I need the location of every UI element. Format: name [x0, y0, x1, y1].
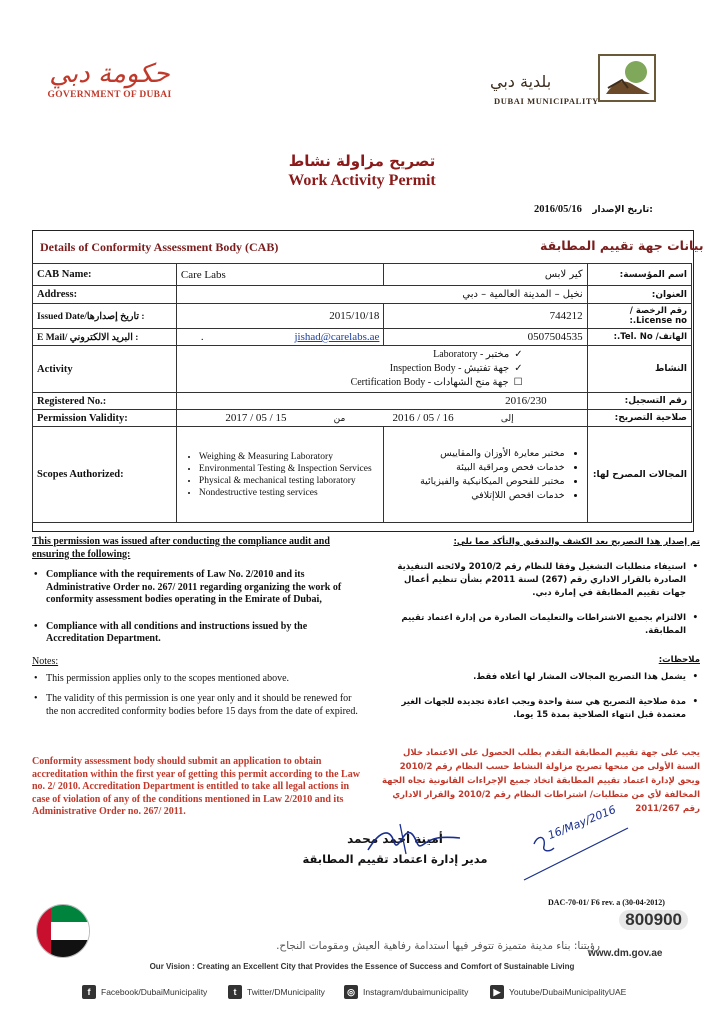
registered-no-value: 2016/230: [176, 393, 587, 410]
social-instagram[interactable]: [344, 985, 468, 999]
list-item: • Environmental Testing & Inspection Services: [199, 463, 380, 475]
address-label-ar: العنوان:: [587, 286, 691, 304]
handwritten-date: 16/May/2016: [546, 802, 618, 843]
accreditation-warning-ar: يجب على جهة تقييم المطابقة التقدم بطلب الحصول على الاعتماد خلال السنة الأولى من منحها تصريح مزاولة النشاط حسب النظام رقم 2010/2 ويحق لإدارة اعتماد تقييم المطابقة اتخاذ جميع الإجراءات القانونية تجاه الجهة المخالفة لأي من متطلبات/ اشتراطات النظام رقم 2010/2 والقرار الاداري رقم 2011/267: [382, 748, 700, 814]
social-youtube[interactable]: [490, 985, 626, 999]
social-twitter-text: Twitter/DMunicipality: [247, 987, 325, 997]
gov-logo-english: GOVERNMENT OF DUBAI: [47, 90, 172, 100]
youtube-icon: ▶: [490, 985, 504, 999]
handwritten-signature: [360, 820, 470, 860]
cab-name-label: CAB Name:: [33, 264, 177, 286]
checkmark-icon: ✓: [514, 349, 523, 360]
vision-english: Our Vision : Creating an Excellent City that Provides the Essence of Success and Comfort of Sustainable Living: [149, 962, 575, 971]
page-title: Work Activity Permit: [288, 172, 436, 189]
social-instagram-text: Instagram/dubaimunicipality: [363, 987, 469, 997]
validity-to: 2017 / 05 / 15: [225, 412, 287, 424]
activity-inspection-body: Inspection Body - جهة تفتيش: [389, 363, 510, 374]
checkmark-icon: ✓: [514, 363, 523, 374]
validity-min: من: [333, 414, 346, 424]
accreditation-warning-en: Conformity assessment body should submit an application to obtain accreditation within the first year of getting this permit according to the Law no. 2/ 2010. Accreditation Department is entitled to take all legal actions in case of violation of any of the conditions mentioned in Law 2/2010 and its Administrative Order no. 267/ 2011.: [32, 756, 360, 817]
activity-item: [181, 348, 583, 362]
form-code: DAC-70-01/ F6 rev. a (30-04-2012): [548, 898, 665, 907]
scopes-arabic: [384, 427, 587, 523]
cab-details-table: [32, 263, 692, 523]
issued-date-label: Issued Date/تاريخ إصدارها :: [33, 304, 177, 329]
cab-header-arabic: بيانات جهة تقييم المطابقة: [540, 238, 704, 253]
scope-list-ar: [388, 447, 582, 503]
vision-arabic: رؤيتنا: بناء مدينة متميزة تتوفر فيها استدامة رفاهية العيش ومقومات النجاح.: [276, 940, 600, 952]
notes-section-ar: [380, 654, 700, 722]
notes-section-en: [32, 656, 362, 718]
social-youtube-text: Youtube/DubaiMunicipalityUAE: [509, 987, 627, 997]
list-item: • الالتزام بجميع الاشتراطات والتعليمات الصادرة من إدارة اعتماد تقييم المطابقة.: [380, 612, 700, 638]
activity-label: Activity: [33, 346, 177, 393]
email-link[interactable]: jishad@carelabs.ae: [294, 331, 380, 343]
registered-no-label: Registered No.:: [33, 393, 177, 410]
list-item: • The validity of this permission is one year only and it should be renewed for the non accredited conformity bodies before 15 days from the date of expired.: [32, 693, 362, 718]
address-label: Address:: [33, 286, 177, 304]
validity-from: 2016 / 05 / 16: [392, 412, 454, 424]
email-cell: [176, 329, 384, 346]
activity-label-ar: النشاط: [587, 346, 691, 393]
email-dot: .: [200, 331, 204, 343]
hotline-number: 800900: [619, 910, 688, 930]
validity-label-ar: صلاحية التصريح:: [587, 410, 691, 427]
license-number-value: 744212: [384, 304, 587, 329]
scopes-label-ar: المجالات المصرح لها:: [587, 427, 691, 523]
checkbox-empty-icon: ☐: [513, 377, 523, 388]
list-item: • Physical & mechanical testing laboratory: [199, 475, 380, 487]
issue-date-value: 2016/05/16: [534, 204, 582, 215]
cab-header-english: Details of Conformity Assessment Body (CAB): [40, 240, 279, 254]
signatory-title: مدير إدارة اعتماد تقييم المطابقة: [302, 852, 488, 866]
table-row: [33, 393, 692, 410]
cab-name-ar: كير لابس: [384, 264, 587, 286]
tel-number-value: 0507504535: [384, 329, 587, 346]
tel-number-label: الهاتف/ Tel. No.:: [587, 329, 691, 346]
notes-title-en: Notes:: [32, 656, 59, 667]
compliance-section-ar: [380, 536, 700, 638]
list-item: • This permission applies only to the scopes mentioned above.: [32, 673, 362, 686]
compliance-section-en: [32, 536, 362, 646]
hotline-badge: [578, 910, 688, 930]
gov-logo-arabic: حكومة دبي: [49, 59, 170, 89]
list-item: • خدمات افحص اللاإتلافي: [388, 489, 564, 503]
address-value: نخيل – المدينة العالمية – دبي: [176, 286, 587, 304]
validity-ila: إلى: [500, 414, 514, 424]
activity-certification-body: Certification Body - جهة منح الشهادات: [350, 377, 509, 388]
list-item: • خدمات فحص ومراقبة البيئة: [388, 461, 564, 475]
list-item: • Compliance with all conditions and instructions issued by the Accreditation Department.: [32, 621, 362, 646]
dm-logo-arabic: بلدية دبي: [490, 72, 552, 91]
twitter-icon: t: [228, 985, 242, 999]
table-row: [33, 410, 692, 427]
list-item: • Compliance with the requirements of Law No. 2/2010 and its Administrative Order no. 267/ 2011 regarding organizing the work of conformity assessment bodies operating in the Emirate of Dubai,: [32, 569, 362, 607]
email-label: E Mail/ البريد الالكتروني :: [33, 329, 177, 346]
license-number-label: رقم الرخصة / License no.:: [587, 304, 691, 329]
table-row: [33, 304, 692, 329]
website-link[interactable]: www.dm.gov.ae: [588, 948, 663, 959]
government-of-dubai-logo: [42, 58, 177, 100]
social-facebook-text: Facebook/DubaiMunicipality: [101, 987, 208, 997]
activity-laboratory: Laboratory - مختبر: [433, 349, 510, 360]
list-item: • مختبر للفحوص الميكانيكية والفيزيائية: [388, 475, 564, 489]
dm-logo-english: DUBAI MUNICIPALITY: [494, 96, 599, 106]
compliance-intro-ar: تم إصدار هذا التصريح بعد الكشف والتدقيق والتأكد مما يلي:: [453, 537, 700, 547]
issue-date-label: تاريخ الإصدار:: [592, 205, 653, 215]
scopes-english: [176, 427, 384, 523]
activity-item: [181, 362, 583, 376]
scopes-label: Scopes Authorized:: [33, 427, 177, 523]
table-row: [33, 264, 692, 286]
table-row: [33, 329, 692, 346]
list-item: • مختبر معايرة الأوزان والمقاييس: [388, 447, 564, 461]
compliance-intro-en: This permission was issued after conducting the compliance audit and ensuring the following:: [32, 536, 330, 560]
scope-list-en: [181, 451, 380, 499]
list-item: • Nondestructive testing services: [199, 487, 380, 499]
registered-no-label-ar: رقم التسجيل:: [587, 393, 691, 410]
uae-flag-icon: [36, 904, 90, 958]
activity-item: [181, 376, 583, 390]
table-row: [33, 346, 692, 393]
validity-values: [176, 410, 587, 427]
list-item: • Weighing & Measuring Laboratory: [199, 451, 380, 463]
list-item: • مدة صلاحية التصريح هي سنة واحدة ويجب اعادة تجديده للجهات الغير معتمدة قبل انتهاء الصلاحية بمدة 15 يوما.: [380, 696, 700, 722]
cab-name-label-ar: اسم المؤسسة:: [587, 264, 691, 286]
list-item: • يشمل هذا التصريح المجالات المشار لها أعلاه فقط.: [380, 671, 700, 684]
activity-list: [176, 346, 587, 393]
instagram-icon: ◎: [344, 985, 358, 999]
title-arabic: تصريح مزاولة نشاط: [288, 152, 436, 170]
signatory-name: أمينة أحمد محمد: [347, 832, 443, 846]
table-row: [33, 286, 692, 304]
facebook-icon: f: [82, 985, 96, 999]
validity-label: Permission Validity:: [33, 410, 177, 427]
list-item: • استيفاء متطلبات التشغيل وفقا للنظام رقم 2010/2 ولائحته التنفيذية الصادرة بالقرار الاداري رقم (267) لسنة 2011م بشأن تنظيم أعمال جهات تقييم المطابقة في إمارة دبي.: [380, 561, 700, 600]
cab-name-en: Care Labs: [176, 264, 384, 286]
dubai-municipality-emblem-icon: [598, 54, 656, 102]
social-facebook[interactable]: [82, 985, 207, 999]
table-row: [33, 427, 692, 523]
notes-title-ar: ملاحظات:: [658, 655, 700, 665]
issue-date-line: [534, 204, 653, 215]
issued-date-value: 2015/10/18: [176, 304, 384, 329]
social-twitter[interactable]: [228, 985, 325, 999]
